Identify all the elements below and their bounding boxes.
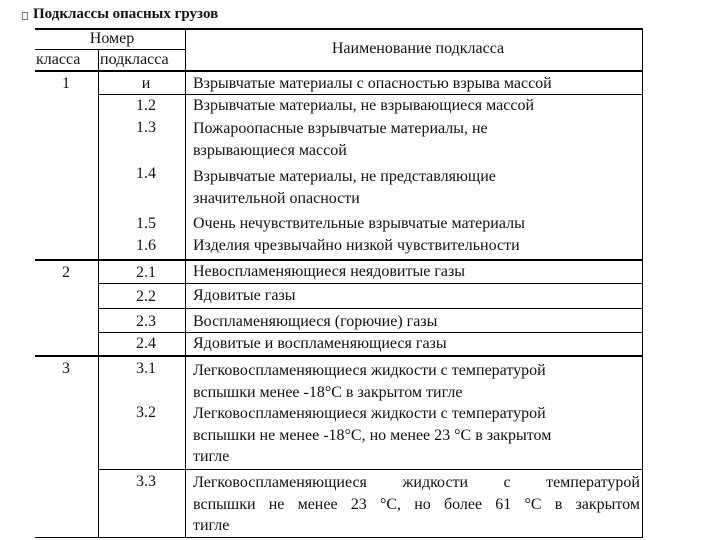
subclass-number: 1.5 [136,215,156,232]
col-rule-subclass [185,28,186,538]
name-line: значительной опасности [193,189,360,207]
subclass-number: 2.2 [136,288,156,305]
subclass-number: 3.3 [136,473,156,490]
subclass-name [193,285,640,307]
page-title: Подклассы опасных грузов [33,6,219,22]
class-number: 2 [62,264,70,281]
subclass-number: 1.2 [136,97,156,114]
header-class: класса [36,51,81,68]
name-line: тигле [193,448,230,465]
subclass-name [193,261,640,283]
subclass-name [193,235,640,257]
subclass-name [193,472,640,537]
name-line: Воспламеняющиеся (горючие) газы [193,313,438,330]
name-line: вспышки менее -18°С в закрытом тигле [193,383,463,401]
subclass-name [193,311,640,333]
col-rule-right [642,28,643,538]
name-line: Взрывчатые материалы, не взрывающиеся массой [193,97,535,114]
header-name: Наименование подкласса [331,40,505,57]
name-line: Легковоспламеняющиеся жидкости с температурой [193,474,640,491]
group-rule-class-3 [35,355,643,357]
header-number: Номер [89,30,135,47]
class-number: 3 [62,360,70,377]
name-line: Изделия чрезвычайно низкой чувствительности [193,237,520,254]
class-number: 1 [62,75,70,92]
subclass-name [193,95,640,117]
subclass-name [193,213,640,235]
name-line: взрывающиеся массой [193,141,347,159]
subclass-name [193,118,640,161]
name-line: тигле [193,517,230,534]
name-line: Взрывчатые материалы с опасностью взрыва массой [193,75,552,92]
subclass-name [193,73,640,95]
subclass-name [193,360,640,403]
subclass-number: и [141,75,151,92]
subclass-name [193,403,640,468]
header-bottom-rule [35,70,643,72]
row-rule [98,283,643,284]
title-marker-icon [22,12,28,20]
name-line: Невоспламеняющиеся неядовитые газы [193,263,466,280]
subclass-number: 2.1 [136,264,156,281]
name-line: Легковоспламеняющиеся жидкости с температурой [193,362,546,379]
name-line: Очень нечувствительные взрывчатые материалы [193,215,525,232]
subclass-number: 3.1 [136,360,156,377]
subclass-name [193,166,640,209]
row-rule [98,469,643,470]
name-line: вспышки не менее -18°С, но менее 23 °С в закрытом [193,426,552,444]
subclass-number: 3.2 [136,404,156,421]
name-line: Взрывчатые материалы, не представляющие [193,168,496,185]
subclass-number: 1.3 [136,119,156,136]
name-line: Ядовитые и воспламеняющиеся газы [193,335,447,352]
subclass-number: 1.6 [136,237,156,254]
name-line: Ядовитые газы [193,287,296,304]
subclass-number: 2.3 [136,313,156,330]
subclass-number: 1.4 [136,165,156,182]
name-line: Пожароопасные взрывчатые материалы, не [193,120,488,137]
header-subclass: подкласса [100,51,169,68]
col-rule-class [98,49,99,538]
name-line: вспышки не менее 23 °С, но более 61 °С в закрытом [193,495,640,513]
table-bottom-rule [35,537,643,538]
subclass-name [193,333,640,355]
name-line: Легковоспламеняющиеся жидкости с температурой [193,405,546,422]
subclass-number: 2.4 [136,335,156,352]
row-rule [98,308,643,309]
